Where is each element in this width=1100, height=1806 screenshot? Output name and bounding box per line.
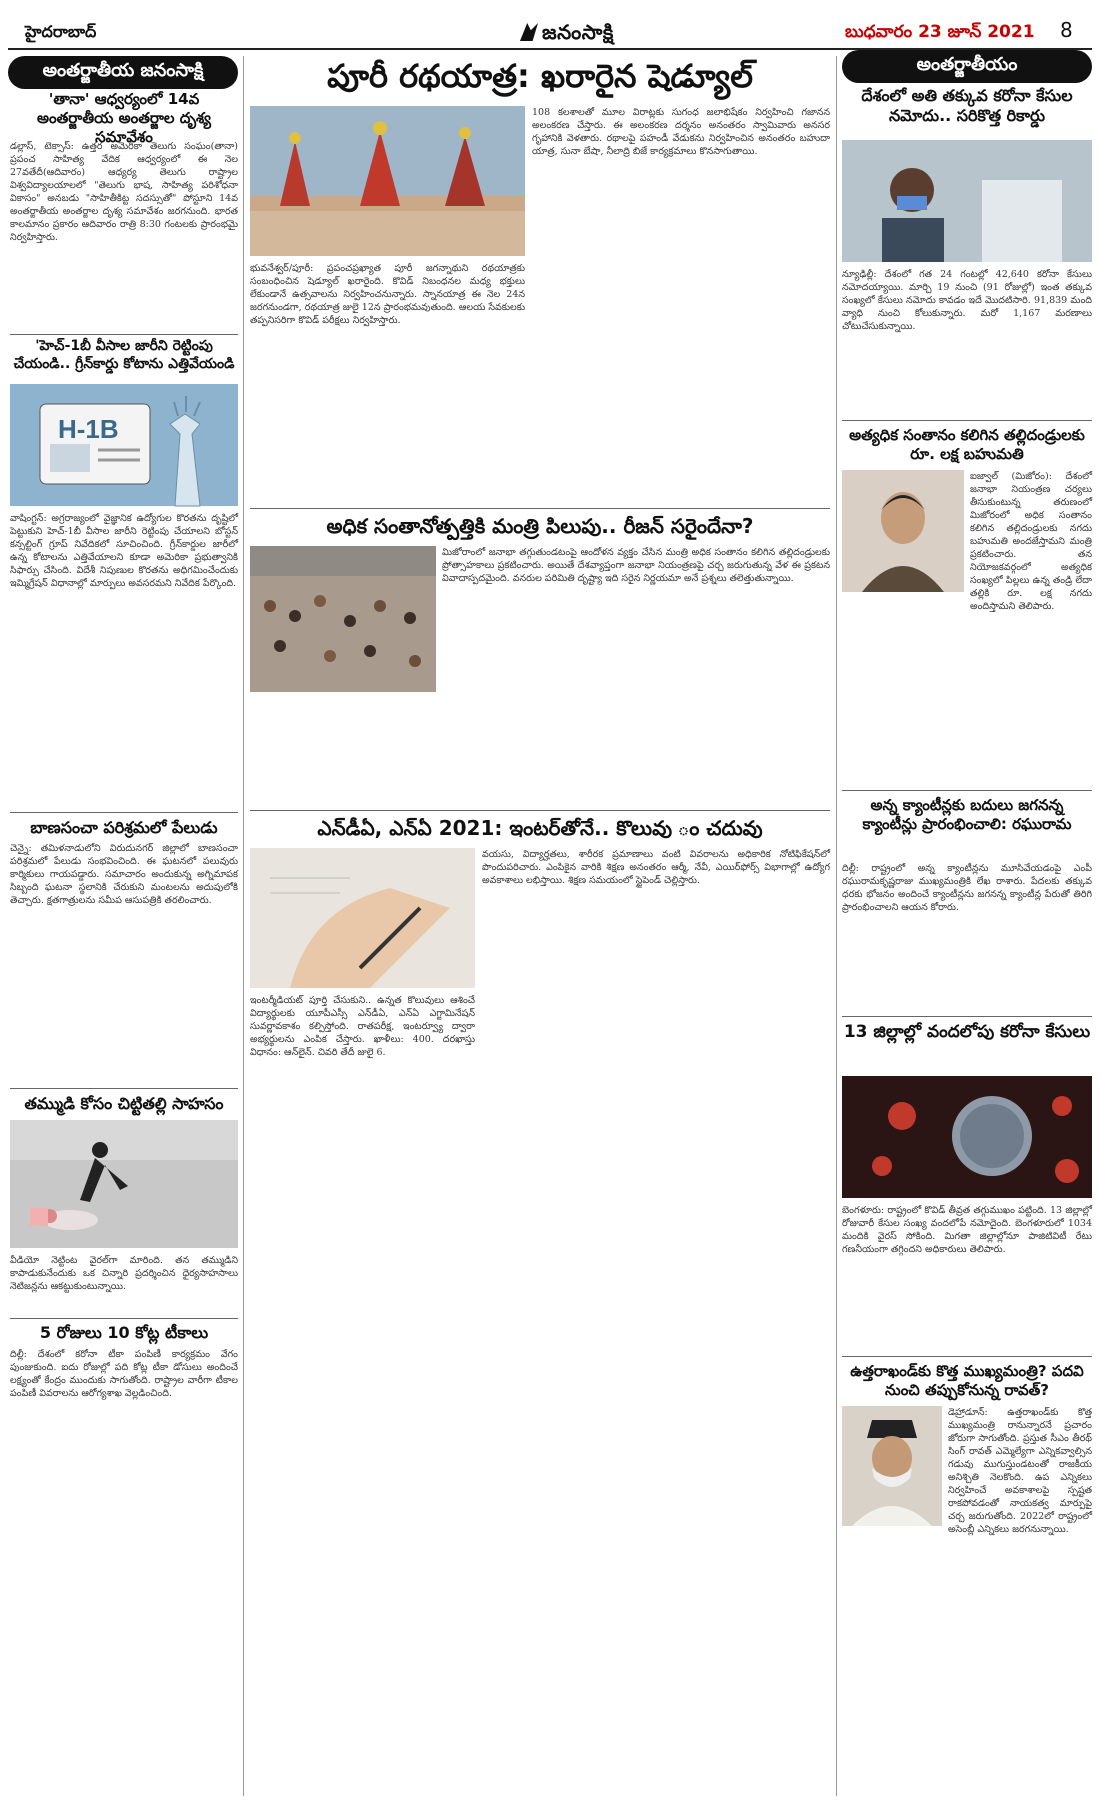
article-reward: ఐజ్వాల్ (మిజోరం): దేశంలో జనాభా నియంత్రణ చర్యలు తీసుకుంటున్న తరుణంలో మిజోరంలో అధిక సంతానం కలిగిన తల్లిదండ్రులకు నగదు బహుమతి అందజేస్తామని మంత్రి ప్రకటించారు. తన నియోజకవర్గంలో అత్యధిక సంఖ్యలో పిల్లలు ఉన్న తండ్రి లేదా తల్లికి రూ. లక్ష నగదు అందిస్తామని తెలిపారు.: [970, 471, 1092, 612]
covid-photo: [842, 140, 1092, 262]
h1b-image-text: H-1B: [58, 414, 119, 444]
column-divider: [243, 56, 244, 1796]
headline-districts: 13 జిల్లాల్లో వందలోపు కరోనా కేసులు: [843, 1022, 1091, 1042]
masthead-date: బుధవారం 23 జూన్ 2021: [845, 22, 1035, 42]
headline-reward: అత్యధిక సంతానం కలిగిన తల్లిదండ్రులకు రూ. లక్ష బహుమతి: [849, 426, 1085, 463]
rawat-photo: [842, 1406, 942, 1526]
masthead-city: హైదరాబాద్: [25, 22, 97, 41]
divider: [842, 1356, 1092, 1357]
divider: [10, 334, 238, 335]
headline-canteen: అన్న క్యాంటీన్లకు బదులు జగనన్న క్యాంటీన్లు ప్రారంభించాలి: రఘురామ: [862, 796, 1072, 833]
divider: [842, 1016, 1092, 1017]
section-banner-right: అంతర్జాతీయం: [842, 50, 1092, 83]
article-uttarakhand-continued: [842, 1530, 1092, 1795]
article-population: మిజోరాంలో జనాభా తగ్గుతుండటంపై ఆందోళన వ్యక్తం చేసిన మంత్రి అధిక సంతానం కలిగిన తల్లిదండ్రులకు ప్రోత్సాహకాలు ప్రకటించారు. అయితే దేశవ్యాప్తంగా జనాభా నియంత్రణపై చర్చ జరుగుతున్న వేళ ఈ ప్రకటన వివాదాస్పదమైంది. వనరుల పరిమితి దృష్ట్యా ఇది సరైన నిర్ణయమా అనే ప్రశ్నలు తలెత్తుతున్నాయి.: [442, 547, 830, 584]
article-districts: బెంగళూరు: రాష్ట్రంలో కొవిడ్ తీవ్రత తగ్గుముఖం పట్టింది. 13 జిల్లాల్లో రోజువారీ కేసుల సంఖ్య వందలోపే నమోదైంది. బెంగళూరులో 1034 మందికి వైరస్ సోకింది. మిగతా జిల్లాల్లోనూ పాజిటివిటీ రేటు గణనీయంగా తగ్గిందని అధికారులు తెలిపారు.: [842, 1205, 1092, 1255]
article-vaccine: దిల్లీ: దేశంలో కరోనా టీకా పంపిణీ కార్యక్రమం వేగం పుంజుకుంది. ఐదు రోజుల్లో పది కోట్ల టీకా డోసులు అందించే లక్ష్యంతో కేంద్రం ముందుకు సాగుతోంది. రాష్ట్రాల వారీగా టీకాల పంపిణీ వివరాలను ఆరోగ్యశాఖ వెల్లడించింది.: [10, 1349, 238, 1399]
headline-vaccine: 5 రోజులు 10 కోట్ల టీకాలు: [39, 1323, 209, 1342]
divider: [250, 810, 830, 811]
divider: [10, 1088, 238, 1089]
h1b-illustration: [10, 384, 238, 506]
headline-inter: ఎన్‌డీఏ, ఎన్‌ఏ 2021: ఇంటర్‌తోనే.. కొలువు ం చదువు: [317, 816, 763, 840]
divider: [250, 508, 830, 509]
page-number: 8: [1060, 18, 1073, 42]
logo-icon: [520, 23, 538, 41]
headline-covid: దేశంలో అతి తక్కువ కరోనా కేసుల నమోదు.. సరికొత్త రికార్డు: [861, 86, 1073, 125]
divider: [842, 790, 1092, 791]
article-inter-right: వయసు, విద్యార్హతలు, శారీరక ప్రమాణాలు వంటి వివరాలను అధికారిక నోటిఫికేషన్‌లో పొందుపరిచారు. ఎంపికైన వారికి శిక్షణ అనంతరం ఆర్మీ, నేవీ, ఎయిర్‌ఫోర్స్ విభాగాల్లో ఉద్యోగ అవకాశాలు లభిస్తాయి. శిక్షణ సమయంలో స్టైపెండ్ చెల్లిస్తారు.: [482, 849, 830, 886]
headline-sister: తమ్ముడి కోసం చిట్టితల్లి సాహసం: [24, 1094, 224, 1113]
article-canteen: దిల్లీ: రాష్ట్రంలో అన్న క్యాంటీన్లను మూసివేయడంపై ఎంపీ రఘురామకృష్ణరాజు ముఖ్యమంత్రికి లేఖ రాశారు. పేదలకు తక్కువ ధరకు భోజనం అందించే క్యాంటీన్లను జగనన్న క్యాంటీన్ల పేరుతో తిరిగి ప్రారంభించాలని ఆయన కోరారు.: [842, 863, 1092, 913]
article-reward-continued: [842, 596, 1092, 786]
headline-poetry: 'తానా' ఆధ్వర్యంలో 14వ అంతర్జాతీయ అంతర్జాల దృశ్య సమావేశం: [37, 90, 211, 146]
article-inter-left: ఇంటర్మీడియట్ పూర్తి చేసుకుని.. ఉన్నత కొలువులు ఆశించే విద్యార్థులకు యూపీఎస్సీ ఎన్‌డీఏ, ఎన్‌ఏ ఎగ్జామినేషన్ సువర్ణావకాశం కల్పిస్తోంది. రాతపరీక్ష, ఇంటర్వ్యూ ద్వారా అభ్యర్థులను ఎంపిక చేస్తారు. ఖాళీలు: 400. దరఖాస్తు విధానం: ఆన్‌లైన్. చివరి తేదీ జులై 6.: [250, 995, 475, 1058]
h1b-image: [10, 384, 238, 506]
masthead-logo: [520, 20, 614, 49]
article-covid: న్యూఢిల్లీ: దేశంలో గత 24 గంటల్లో 42,640 కరోనా కేసులు నమోదయ్యాయి. మార్చి 19 నుంచి (91 రోజుల్లో) ఇంత తక్కువ సంఖ్యలో కేసులు నమోదు కావడం ఇదే మొదటిసారి. 91,839 మంది వ్యాధి నుంచి కోలుకున్నారు. మరో 1,167 మరణాలు చోటుచేసుకున్నాయి.: [842, 269, 1092, 332]
article-h1b: వాషింగ్టన్: అగ్రరాజ్యంలో వైజ్ఞానిక ఉద్యోగుల కొరతను దృష్టిలో పెట్టుకుని హెచ్-1బీ వీసాల జారీని రెట్టింపు చేయాలని బోస్టన్ కన్సల్టింగ్ గ్రూప్ నివేదికలో సూచించింది. గ్రీన్‌కార్డుల జారీలో ఉన్న కోటాలను ఎత్తివేయాలని కూడా అమెరికా ప్రభుత్వానికి సిఫార్సు చేసింది. విదేశీ నిపుణుల కొరతను అధిగమించేందుకు ఇమ్మిగ్రేషన్ విధానాల్లో మార్పులు అవసరమని నివేదిక పేర్కొంది.: [10, 513, 238, 589]
article-poetry: డల్లాస్, టెక్సాస్: ఉత్తర అమెరికా తెలుగు సంఘం(తానా) ప్రపంచ సాహిత్య వేదిక ఆధ్వర్యంలో ఈ నెల 27వతేదీ(ఆదివారం) ఆధ్యర్య తెలుగు రాష్ట్రాల విశ్వవిద్యాలయాలలో "తెలుగు భాష, సాహిత్య పరిశోధనా వికాసం" అనబడు "సాహితీకిట్ట సదస్సుతో" పోస్టూని 14వ అంతర్జాతీయ అంతర్జాల దృశ్య సమావేశం జరగనుంది. భారత కాలమానం ప్రకారం ఆదివారం రాత్రి 8:30 గంటలకు ప్రారంభమై నిర్వహిస్తారు.: [10, 141, 238, 243]
virus-image: [842, 1076, 1092, 1198]
logo-text: జనంసాక్షి: [542, 20, 614, 44]
exam-photo: [250, 848, 475, 988]
sister-photo: [10, 1120, 238, 1248]
headline-puri: పూరీ రథయాత్ర: ఖరారైన షెడ్యూల్: [327, 57, 753, 95]
crowd-photo: [250, 546, 436, 692]
article-uttarakhand: డెహ్రాడూన్: ఉత్తరాఖండ్‌కు కొత్త ముఖ్యమంత్రి రానున్నారనే ప్రచారం జోరుగా సాగుతోంది. ప్రస్తుత సీఎం తీరథ్ సింగ్ రావత్ ఎమ్మెల్యేగా ఎన్నికవ్వాల్సిన గడువు ముగుస్తుండటంతో రాజకీయ అనిశ్చితి నెలకొంది. ఉప ఎన్నికలు నిర్వహించే అవకాశాలపై స్పష్టత రాకపోవడంతో నాయకత్వ మార్పుపై చర్చ జరుగుతోంది. 2022లో రాష్ట్రంలో అసెంబ్లీ ఎన్నికలు జరగనున్నాయి.: [948, 1407, 1092, 1535]
headline-fire: బాణసంచా పరిశ్రమలో పేలుడు: [30, 818, 218, 837]
divider: [10, 1318, 238, 1319]
article-puri-right: 108 కలశాలతో మూల విరాట్లకు సుగంధ జలాభిషేకం నిర్వహించి గజానన అలంకరణ చేస్తారు. ఈ అలంకరణ దర్శనం అనంతరం స్వామివారు అనసర గృహానికి వెళతారు. రథాలపై పహండీ వేడుకను నిర్వహించిన అనంతరం బహుదా యాత్ర, సునా బేషా, నీలాద్రి బిజే కార్యక్రమాలు కొనసాగుతాయి.: [532, 107, 830, 157]
column-divider: [836, 56, 837, 1796]
divider: [10, 812, 238, 813]
headline-h1b: 'హెచ్-1బీ వీసాల జారీని రెట్టింపు చేయండి.. గ్రీన్‌కార్డు కోటాను ఎత్తివేయండి: [13, 338, 235, 372]
section-banner-left: అంతర్జాతీయ జనంసాక్షి: [8, 56, 238, 89]
divider: [842, 420, 1092, 421]
article-puri-left: భువనేశ్వర్/పూరీ: ప్రపంచప్రఖ్యాత పూరీ జగన్నాథుని రథయాత్రకు సంబంధించిన షెడ్యూల్ ఖరారైంది. కొవిడ్ నిబంధనల మధ్య భక్తులు లేకుండానే ఉత్సవాలను నిర్వహించనున్నారు. స్నానయాత్ర ఈ నెల 24న జరగనుండగా, రథయాత్ర జులై 12న ప్రారంభమవుతుంది. ఆలయ సేవకులకు తప్పనిసరిగా కొవిడ్ పరీక్షలు నిర్వహిస్తారు.: [250, 263, 525, 326]
headline-uttarakhand: ఉత్తరాఖండ్‌కు కొత్త ముఖ్యమంత్రి? పదవి నుంచి తప్పుకోనున్న రావత్?: [850, 1362, 1084, 1399]
headline-population: అధిక సంతానోత్పత్తికి మంత్రి పిలుపు.. రీజన్ సరైందేనా?: [326, 514, 754, 538]
article-fire: చెన్నై: తమిళనాడులోని విరుదునగర్ జిల్లాలో బాణసంచా పరిశ్రమలో పేలుడు సంభవించింది. ఈ ఘటనలో పలువురు కార్మికులు గాయపడ్డారు. సమాచారం అందుకున్న అగ్నిమాపక సిబ్బంది ఘటనా స్థలానికి చేరుకుని మంటలను అదుపులోకి తెచ్చారు. క్షతగాత్రులను సమీప ఆసుపత్రికి తరలించారు.: [10, 843, 238, 906]
article-sister: వీడియో నెట్టింట వైరల్‌గా మారింది. తన తమ్ముడిని కాపాడుకునేందుకు ఒక చిన్నారి ప్రదర్శించిన ధైర్యసాహసాలు నెటిజన్లను ఆకట్టుకుంటున్నాయి.: [10, 1255, 238, 1292]
minister-photo: [842, 470, 964, 592]
puri-photo: [250, 106, 525, 256]
